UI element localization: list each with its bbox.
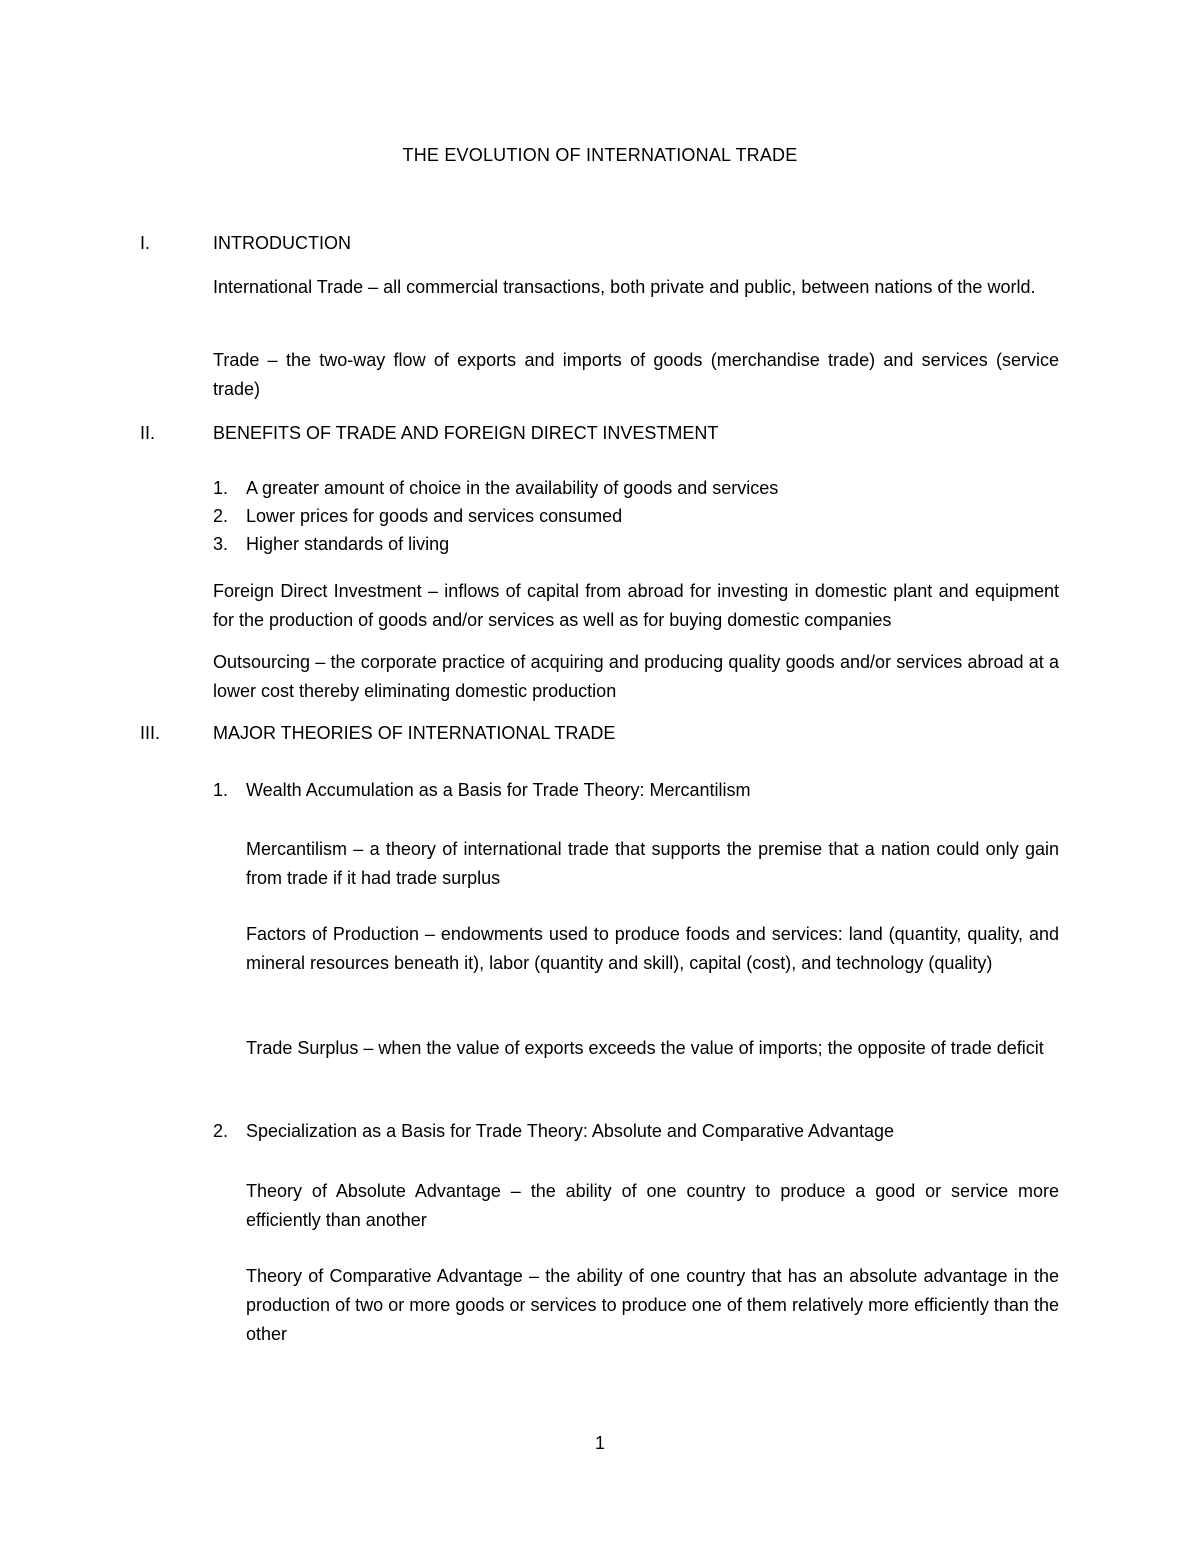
section-2-heading: BENEFITS OF TRADE AND FOREIGN DIRECT INVESTMENT (213, 423, 719, 443)
section-3-heading: MAJOR THEORIES OF INTERNATIONAL TRADE (213, 723, 616, 743)
section-1-paragraph-2: Trade – the two-way flow of exports and imports of goods (merchandise trade) and services (service trade) (213, 350, 1059, 399)
subsection-1-paragraph-2: Factors of Production – endowments used to produce foods and services: land (quantity, quality, and mineral resources beneath it), labor (quantity and skill), capital (cost), and technology (quality) (246, 924, 1059, 973)
list-item: Higher standards of living (246, 534, 450, 554)
list-item-number: 1. (213, 478, 229, 498)
section-1-paragraph-1: International Trade – all commercial transactions, both private and public, between nations of the world. (213, 277, 1036, 297)
section-2-paragraph-2: Outsourcing – the corporate practice of acquiring and producing quality goods and/or services abroad at a lower cost thereby eliminating domestic production (213, 652, 1059, 701)
list-item: Lower prices for goods and services consumed (246, 506, 623, 526)
list-item: A greater amount of choice in the availability of goods and services (246, 478, 779, 498)
section-1-numeral: I. (140, 233, 151, 253)
section-1-heading: INTRODUCTION (213, 233, 351, 253)
subsection-2-number: 2. (213, 1121, 229, 1141)
list-item-number: 3. (213, 534, 229, 554)
page-number: 1 (594, 1433, 605, 1453)
subsection-1-title: Wealth Accumulation as a Basis for Trade Theory: Mercantilism (246, 780, 751, 800)
subsection-2-paragraph-2: Theory of Comparative Advantage – the ability of one country that has an absolute advantage in the production of two or more goods or services to produce one of them relatively more efficiently than the other (246, 1266, 1059, 1344)
document-title: THE EVOLUTION OF INTERNATIONAL TRADE (402, 145, 798, 165)
list-item-number: 2. (213, 506, 229, 526)
subsection-2-paragraph-1: Theory of Absolute Advantage – the ability of one country to produce a good or service more efficiently than another (246, 1181, 1059, 1230)
section-3-numeral: III. (140, 723, 161, 743)
section-2-numeral: II. (140, 423, 156, 443)
section-2-paragraph-1: Foreign Direct Investment – inflows of capital from abroad for investing in domestic plant and equipment for the production of goods and/or services as well as for buying domestic companies (213, 581, 1059, 630)
subsection-1-paragraph-1: Mercantilism – a theory of international trade that supports the premise that a nation could only gain from trade if it had trade surplus (246, 839, 1059, 888)
subsection-1-number: 1. (213, 780, 229, 800)
subsection-2-title: Specialization as a Basis for Trade Theory: Absolute and Comparative Advantage (246, 1121, 895, 1141)
subsection-1-paragraph-3: Trade Surplus – when the value of exports exceeds the value of imports; the opposite of trade deficit (246, 1038, 1044, 1058)
